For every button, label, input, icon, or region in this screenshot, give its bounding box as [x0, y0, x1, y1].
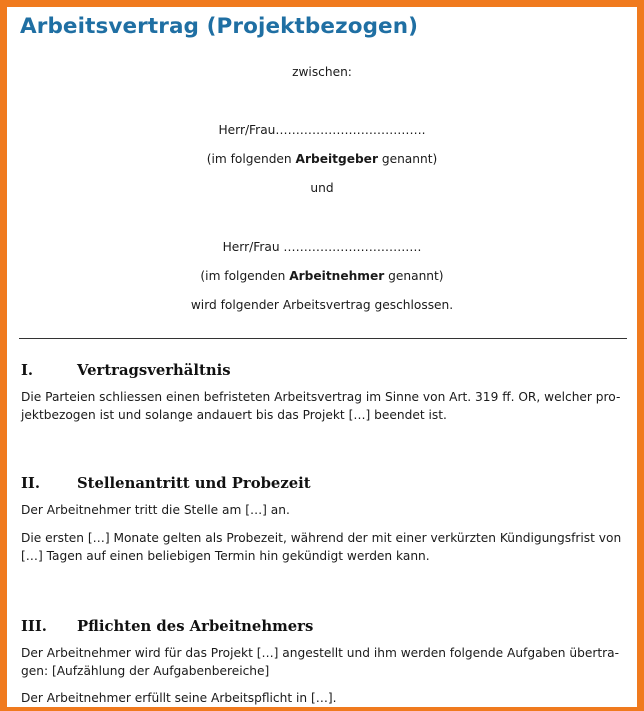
section-number: I.: [21, 362, 34, 379]
paragraph-line: gen: [Aufzählung der Aufgabenbereiche]: [21, 664, 270, 678]
contract-concluded-line: wird folgender Arbeitsvertrag geschlossen.: [190, 298, 454, 312]
header-divider: [19, 338, 627, 339]
document-title: Arbeitsvertrag (Projektbezogen): [20, 14, 419, 39]
document-page: [7, 7, 637, 707]
employee-desc-prefix: (im folgenden: [200, 269, 290, 283]
employer-desc-bold: Arbeitgeber: [295, 152, 378, 166]
section-heading-1: [21, 362, 231, 379]
and-label: und: [310, 181, 334, 195]
section-heading-2: [21, 475, 311, 492]
employer-desc-suffix: genannt): [377, 152, 438, 166]
employer-desc-prefix: (im folgenden: [206, 152, 296, 166]
section-3-paragraph-2: [21, 689, 627, 707]
section-3-paragraph-1: [21, 644, 627, 680]
section-2-paragraph-1: [21, 501, 627, 519]
section-heading-3: [21, 618, 313, 635]
employee-name-line: Herr/Frau …………………………….: [222, 240, 422, 254]
section-title: Stellenantritt und Probezeit: [77, 475, 311, 492]
employee-designation: [7, 269, 637, 283]
employee-desc-suffix: genannt): [384, 269, 444, 283]
section-number: III.: [21, 618, 47, 635]
section-number: II.: [21, 475, 40, 492]
paragraph-line: Die Parteien schliessen einen befristeten Arbeitsvertrag im Sinne von Art. 319 ff. OR, welcher pro-: [21, 390, 621, 404]
paragraph-line: Der Arbeitnehmer tritt die Stelle am […] an.: [21, 503, 290, 517]
paragraph-line: […] Tagen auf einen beliebigen Termin hin gekündigt werden kann.: [21, 549, 430, 563]
section-title: Pflichten des Arbeitnehmers: [77, 618, 314, 635]
section-2-paragraph-2: [21, 529, 627, 565]
employer-designation: [7, 152, 637, 166]
employee-desc-bold: Arbeitnehmer: [289, 269, 385, 283]
section-title: Vertragsverhältnis: [77, 362, 231, 379]
between-label: zwischen:: [292, 65, 352, 79]
section-1-paragraph-1: [21, 388, 627, 424]
paragraph-line: Der Arbeitnehmer wird für das Projekt […] angestellt und ihm werden folgende Aufgaben übertra-: [21, 646, 620, 660]
employer-name-line: Herr/Frau……………………………….: [218, 123, 426, 137]
paragraph-line: jektbezogen ist und solange andauert bis das Projekt […] beendet ist.: [21, 408, 447, 422]
paragraph-line: Der Arbeitnehmer erfüllt seine Arbeitspflicht in […].: [21, 691, 337, 705]
paragraph-line: Die ersten […] Monate gelten als Probezeit, während der mit einer verkürzten Kündigungsfrist von: [21, 531, 622, 545]
